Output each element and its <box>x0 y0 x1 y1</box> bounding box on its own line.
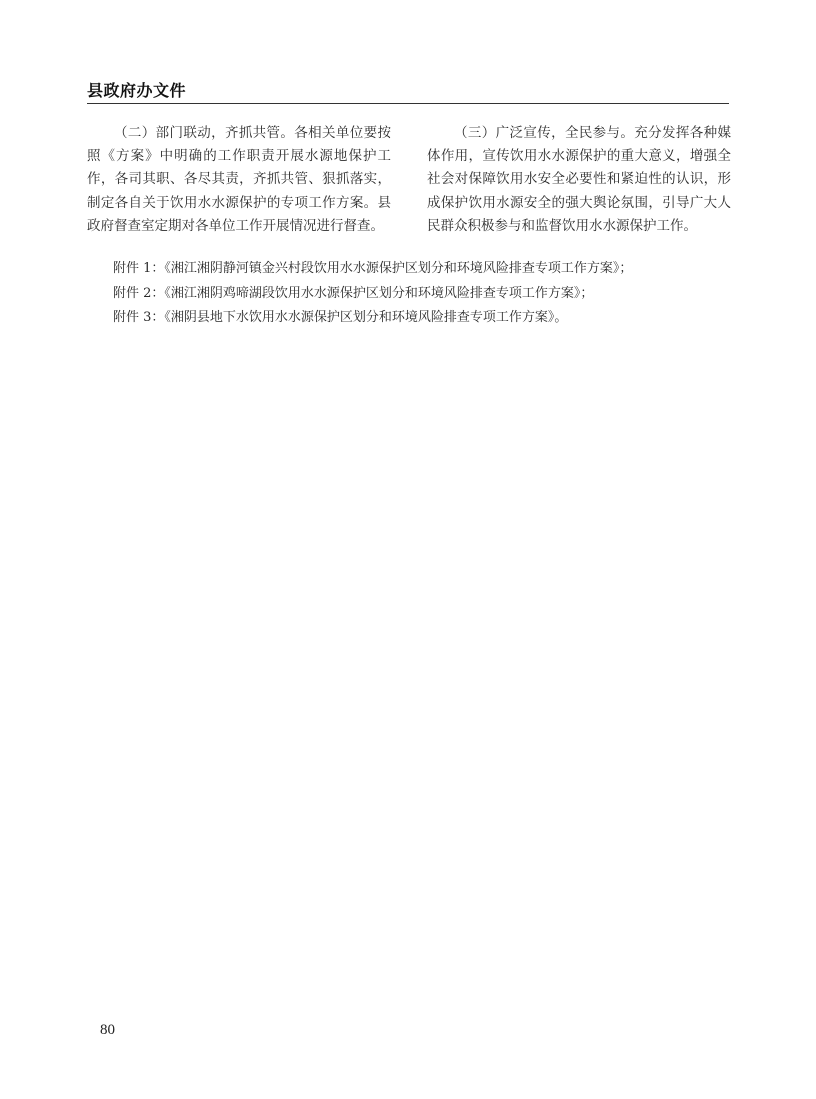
attachment-item-1: 附件 1：《湘江湘阴静河镇金兴村段饮用水水源保护区划分和环境风险排查专项工作方案》； <box>113 261 633 276</box>
section-heading-department-linkage: （二）部门联动，齐抓共管。 <box>114 125 295 141</box>
section-body-publicity: 充分发挥各种媒体作用，宣传饮用水水源保护的重大意义，增强全社会对保障饮用水安全必要性和紧迫性的认识，形成保护饮用水源安全的强大舆论氛围，引导广大人民群众积极参与和监督饮用水水源保护工作。 <box>427 125 732 234</box>
section-heading-publicity: （三）广泛宣传，全民参与。 <box>454 125 635 141</box>
attachments-list <box>87 257 729 331</box>
section-paragraph-publicity <box>427 122 731 238</box>
header-divider <box>87 103 729 104</box>
section-body-department-linkage: 各相关单位要按照《方案》中明确的工作职责开展水源地保护工作，各司其职、各尽其责，齐抓共管、狠抓落实，制定各自关于饮用水水源保护的专项工作方案。县政府督查室定期对各单位工作开展情况进行督查。 <box>87 125 392 234</box>
page-number: 80 <box>100 1022 115 1038</box>
section-paragraph-department-linkage <box>87 122 391 238</box>
attachment-item-2: 附件 2：《湘江湘阴鸡啼湖段饮用水水源保护区划分和环境风险排查专项工作方案》； <box>113 285 594 301</box>
section-left-column <box>87 122 391 238</box>
attachment-item-3: 附件 3：《湘阴县地下水饮用水水源保护区划分和环境风险排查专项工作方案》。 <box>113 310 568 325</box>
section-right-column <box>427 122 731 238</box>
page-header-title: 县政府办文件 <box>87 81 187 100</box>
